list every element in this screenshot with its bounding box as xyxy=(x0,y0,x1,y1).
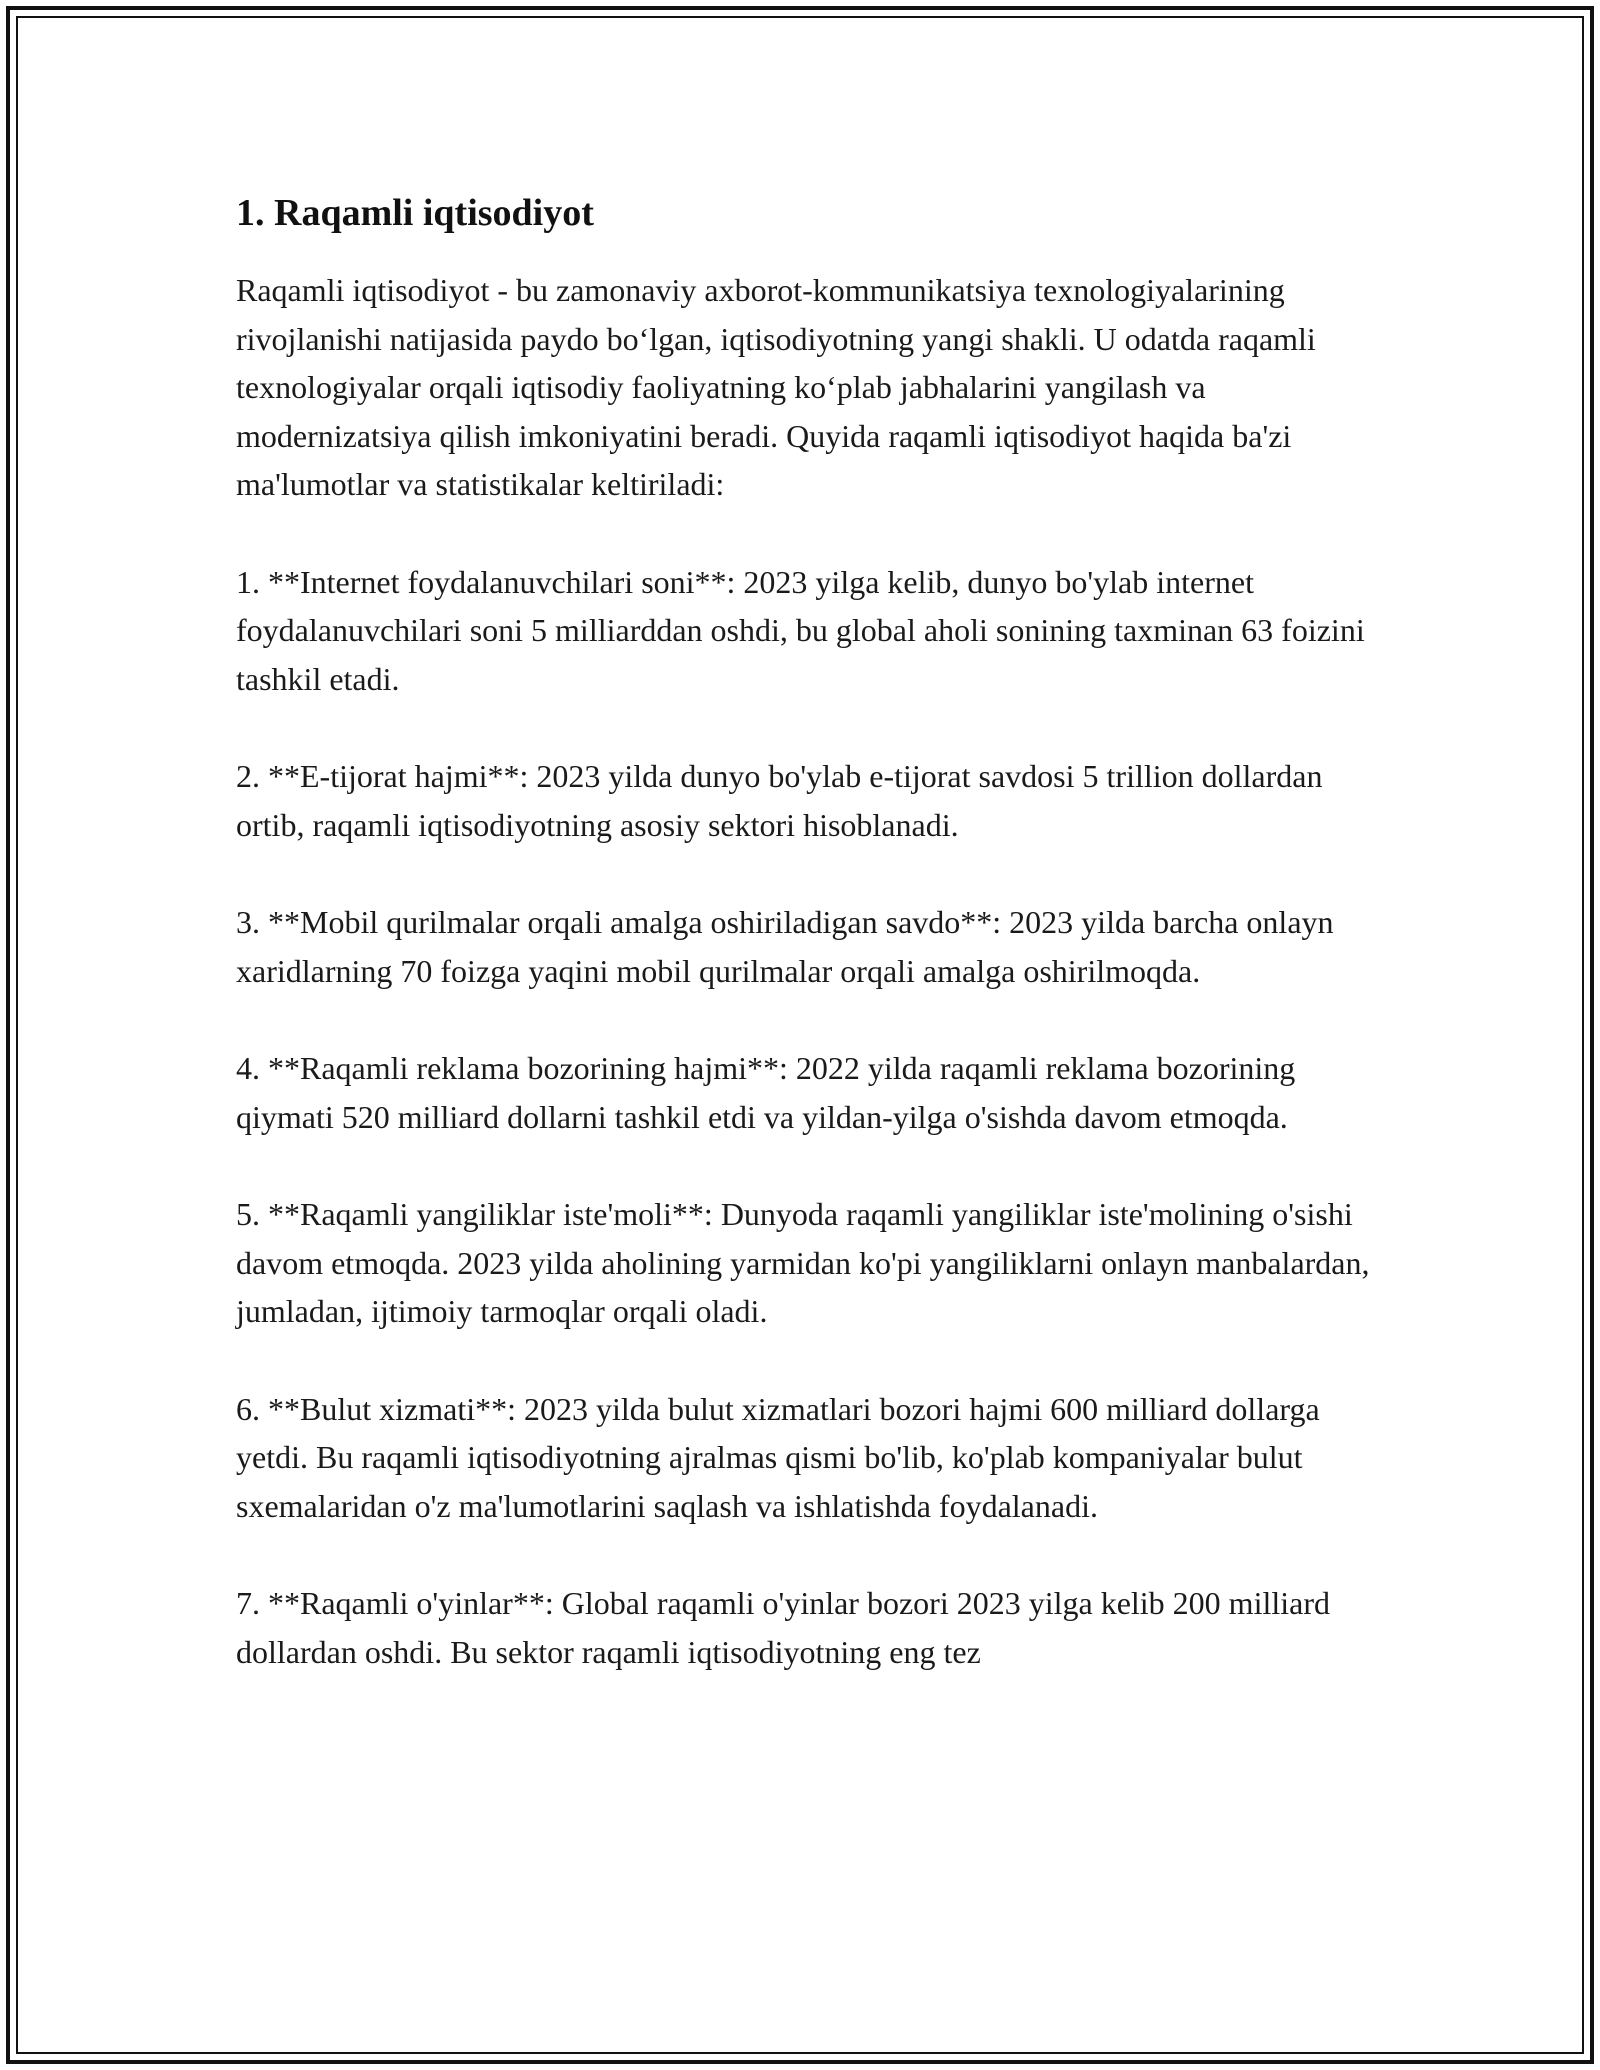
list-item-digital-news: 5. **Raqamli yangiliklar iste'moli**: Dunyoda raqamli yangiliklar iste'molining o'sishi davom etmoqda. 2023 yilda aholining yarmidan ko'pi yangiliklarni onlayn manbalardan, jumladan, ijtimoiy tarmoqlar orqali oladi. xyxy=(236,1196,1370,1329)
list-item-internet-users: 1. **Internet foydalanuvchilari soni**: 2023 yilga kelib, dunyo bo'ylab internet foydalanuvchilari soni 5 milliarddan oshdi, bu global aholi sonining taxminan 63 foizini tashkil etadi. xyxy=(236,563,1365,697)
list-item-digital-advertising: 4. **Raqamli reklama bozorining hajmi**: 2022 yilda raqamli reklama bozorining qiymati 520 milliard dollarni tashkil etdi va yildan-yilga o'sishda davom etmoqda. xyxy=(236,1050,1296,1135)
list-item-mobile-commerce: 3. **Mobil qurilmalar orqali amalga oshiriladigan savdo**: 2023 yilda barcha onlayn xaridlarning 70 foizga yaqini mobil qurilmalar orqali amalga oshirilmoqda. xyxy=(236,904,1334,989)
list-item-ecommerce: 2. **E-tijorat hajmi**: 2023 yilda dunyo bo'ylab e-tijorat savdosi 5 trillion dollardan ortib, raqamli iqtisodiyotning asosiy sektori hisoblanadi. xyxy=(236,758,1323,843)
section-heading: 1. Raqamli iqtisodiyot xyxy=(236,192,594,234)
document-body xyxy=(236,188,1386,1676)
list-item-digital-games: 7. **Raqamli o'yinlar**: Global raqamli o'yinlar bozori 2023 yilga kelib 200 milliard dollardan oshdi. Bu sektor raqamli iqtisodiyotning eng tez xyxy=(236,1585,1330,1670)
intro-paragraph: Raqamli iqtisodiyot - bu zamonaviy axborot-kommunikatsiya texnologiyalarining rivojlanishi natijasida paydo bo‘lgan, iqtisodiyotning yangi shakli. U odatda raqamli texnologiyalar orqali iqtisodiy faoliyatning ko‘plab jabhalarini yangilash va modernizatsiya qilish imkoniyatini beradi. Quyida raqamli iqtisodiyot haqida ba'zi ma'lumotlar va statistikalar keltiriladi: xyxy=(236,272,1316,502)
list-item-cloud-services: 6. **Bulut xizmati**: 2023 yilda bulut xizmatlari bozori hajmi 600 milliard dollarga yetdi. Bu raqamli iqtisodiyotning ajralmas qismi bo'lib, ko'plab kompaniyalar bulut sxemalaridan o'z ma'lumotlarini saqlash va ishlatishda foydalanadi. xyxy=(236,1390,1320,1524)
